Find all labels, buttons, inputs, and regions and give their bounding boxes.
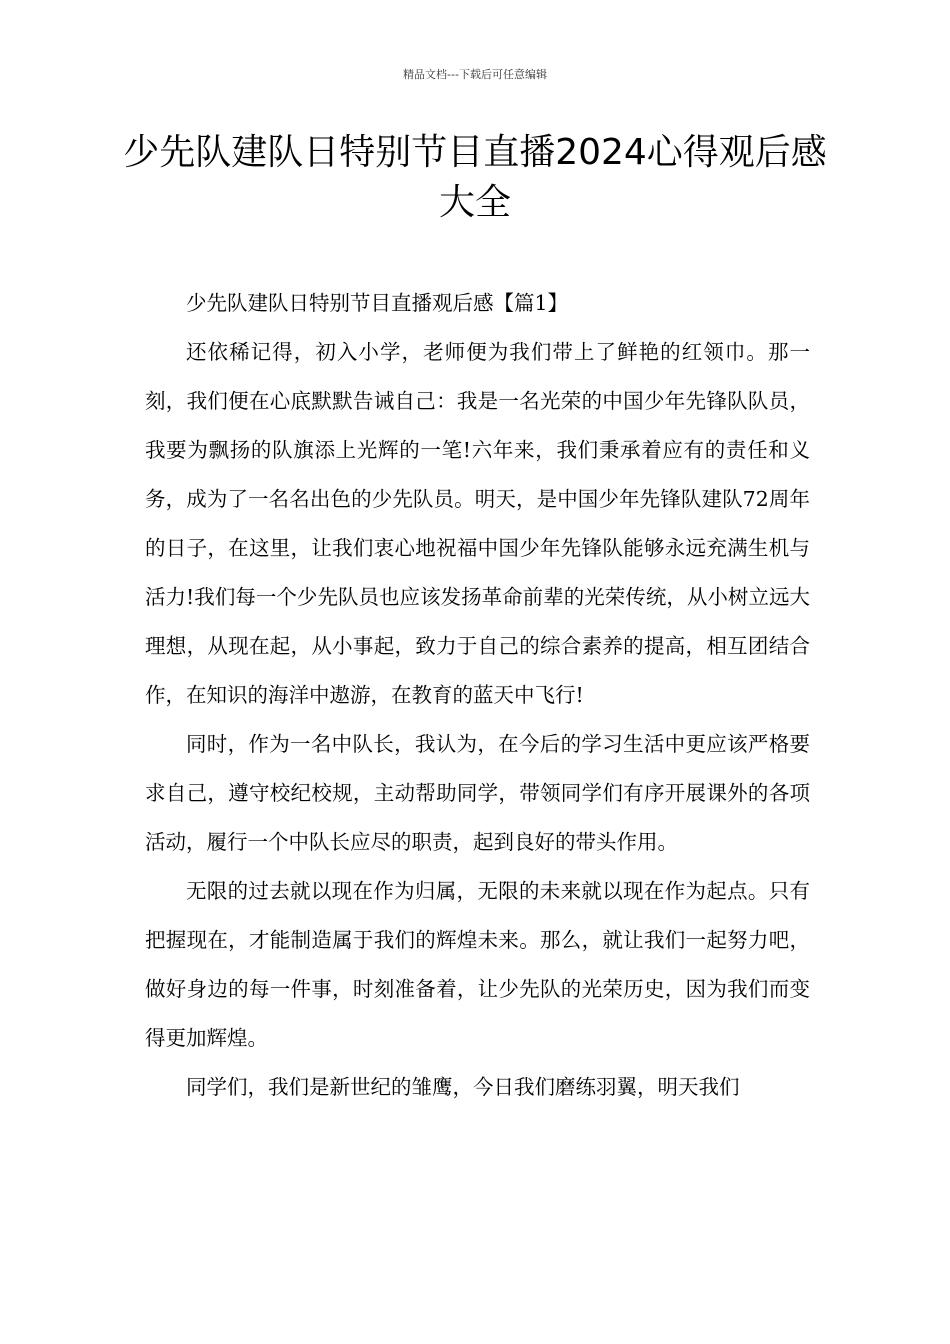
section-heading: 少先队建队日特别节目直播观后感【篇1】 <box>186 291 569 315</box>
header-note: 精品文档---下载后可任意编辑 <box>403 68 547 81</box>
paragraph: 还依稀记得，初入小学，老师便为我们带上了鲜艳的红领巾。那一刻，我们便在心底默默告诫自己：我是一名光荣的中国少年先锋队队员，我要为飘扬的队旗添上光辉的一笔!六年来，我们秉承着应有的责任和义务，成为了一名名出色的少先队员。明天，是中国少年先锋队建队72周年的日子，在这里，让我们衷心地祝福中国少年先锋队能够永远充满生机与活力!我们每一个少先队员也应该发扬革命前辈的光荣传统，从小树立远大理想，从现在起，从小事起，致力于自己的综合素养的提高，相互团结合作，在知识的海洋中遨游，在教育的蓝天中飞行! <box>145 340 810 707</box>
document-title: 少先队建队日特别节目直播2024心得观后感大全 <box>123 132 827 223</box>
paragraph: 同时，作为一名中队长，我认为，在今后的学习生活中更应该严格要求自己，遵守校纪校规，主动帮助同学，带领同学们有序开展课外的各项活动，履行一个中队长应尽的职责，起到良好的带头作用。 <box>145 732 810 854</box>
document-body <box>145 279 810 1112</box>
paragraph: 无限的过去就以现在作为归属，无限的未来就以现在作为起点。只有把握现在，才能制造属于我们的辉煌未来。那么，就让我们一起努力吧，做好身边的每一件事，时刻准备着，让少先队的光荣历史，因为我们而变得更加辉煌。 <box>145 879 810 1050</box>
paragraph: 同学们，我们是新世纪的雏鹰，今日我们磨练羽翼，明天我们 <box>186 1075 740 1099</box>
